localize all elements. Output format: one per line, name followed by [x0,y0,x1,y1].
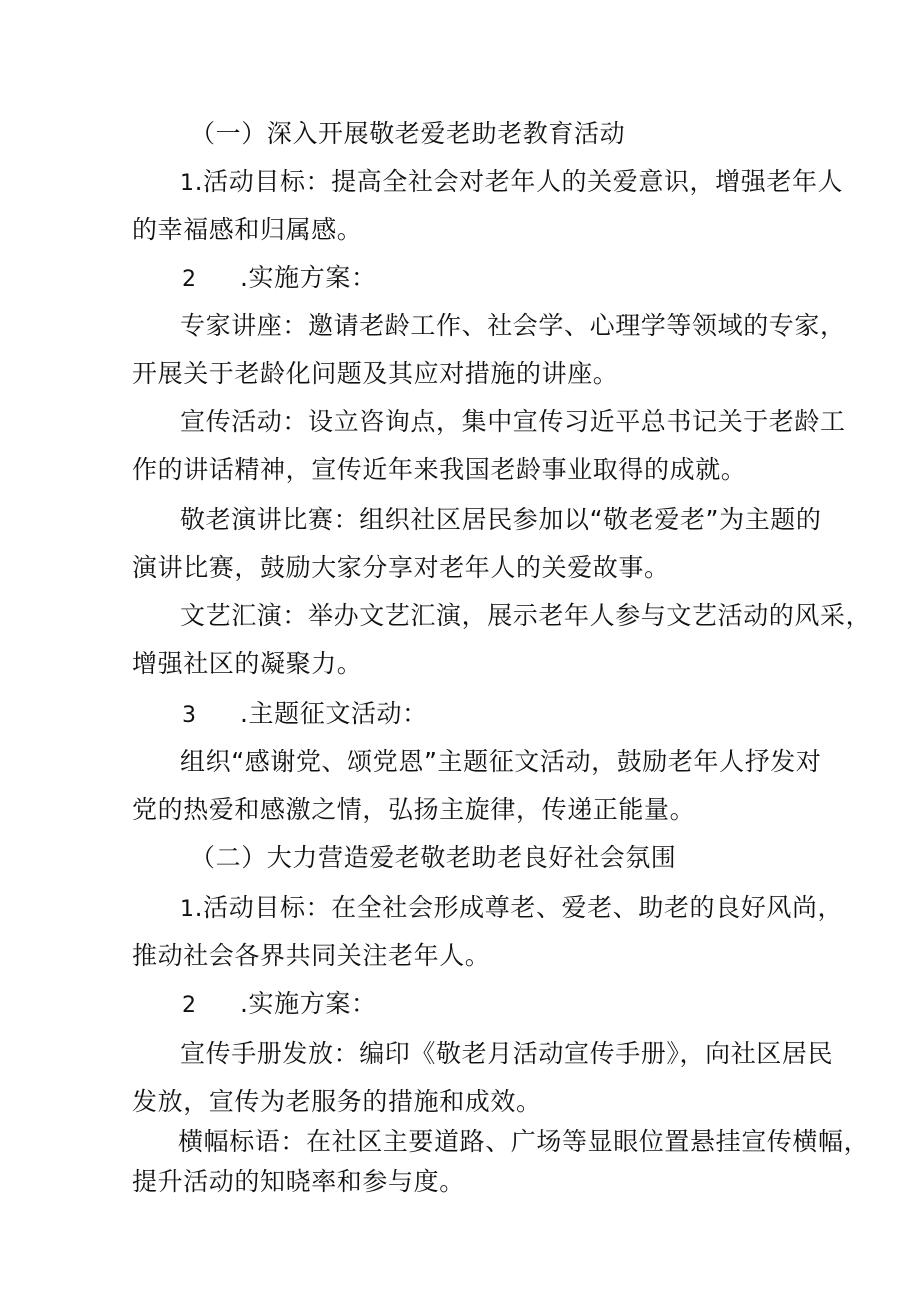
speech-contest-line1: 敬老演讲比赛：组织社区居民参加以“敬老爱老”为主题的 [180,505,822,534]
performance-line1: 文艺汇演：举办文艺汇演，展示老年人参与文艺活动的风采， [180,601,872,630]
expert-lecture-line2: 开展关于老龄化问题及其应对措施的讲座。 [132,359,619,388]
section1-plan [182,262,377,296]
section1-heading: （一）深入开展敬老爱老助老教育活动 [190,119,626,148]
banner-line2: 提升活动的知晓率和参与度。 [132,1167,465,1196]
section1-plan-label: .实施方案： [240,263,377,292]
promotion-line1: 宣传活动：设立咨询点，集中宣传习近平总书记关于老龄工 [180,407,846,436]
section2-goal-number: 1 [180,897,195,922]
performance-line2: 增强社区的凝聚力。 [132,649,363,678]
section1-goal-line1 [180,166,843,200]
essay-label: .主题征文活动： [240,699,428,728]
essay-number: 3 [182,703,197,728]
section2-plan [182,988,377,1022]
section1-goal-number: 1 [180,171,195,196]
essay-line1: 组织“感谢党、颂党恩”主题征文活动，鼓励老年人抒发对 [180,747,822,776]
expert-lecture-line1: 专家讲座：邀请老龄工作、社会学、心理学等领域的专家， [180,311,846,340]
section1-goal-line2: 的幸福感和归属感。 [132,215,363,244]
section1-goal-text: .活动目标：提高全社会对老年人的关爱意识，增强老年人 [194,167,844,196]
speech-contest-line2: 演讲比赛，鼓励大家分享对老年人的关爱故事。 [132,553,670,582]
section2-heading: （二）大力营造爱老敬老助老良好社会氛围 [190,843,677,872]
essay-heading [182,698,428,732]
section2-plan-number: 2 [182,993,197,1018]
section2-goal-line2: 推动社会各界共同关注老年人。 [132,941,491,970]
promotion-line2: 作的讲话精神，宣传近年来我国老龄事业取得的成就。 [132,455,747,484]
essay-line2: 党的热爱和感激之情，弘扬主旋律，传递正能量。 [132,795,696,824]
section2-goal-text: .活动目标：在全社会形成尊老、爱老、助老的良好风尚， [194,893,844,922]
section2-plan-label: .实施方案： [240,989,377,1018]
handbook-line1: 宣传手册发放：编印《敬老月活动宣传手册》，向社区居民 [180,1039,834,1068]
section2-goal-line1 [180,892,843,926]
section1-plan-number: 2 [182,267,197,292]
banner-line1: 横幅标语：在社区主要道路、广场等显眼位置悬挂宣传横幅， [178,1127,870,1156]
handbook-line2: 发放，宣传为老服务的措施和成效。 [132,1087,542,1116]
